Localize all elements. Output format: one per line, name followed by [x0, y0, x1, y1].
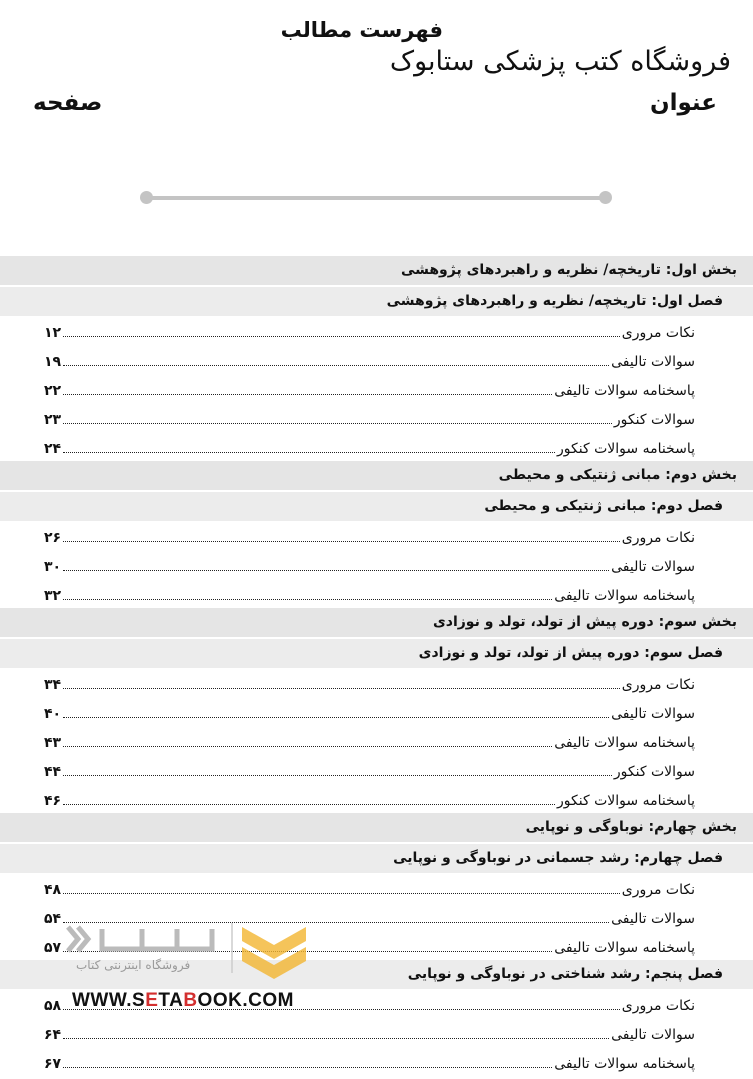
toc-entry-title: پاسخنامه سوالات تالیفی [554, 735, 695, 751]
toc-entry[interactable] [0, 784, 753, 813]
toc-chapter-heading: فصل اول: تاریخچه/ نظریه و راهبردهای پژوهشی [0, 287, 753, 316]
toc-entry-title: نکات مروری [621, 882, 695, 898]
dot-leader [63, 423, 612, 424]
toc-entry-page: ۴۴ [44, 764, 62, 780]
toc-entry-page: ۵۸ [44, 998, 62, 1014]
toc-entry[interactable] [0, 403, 753, 432]
dot-leader [63, 688, 620, 689]
toc-chapter-heading: فصل سوم: دوره پیش از تولد، تولد و نوزادی [0, 639, 753, 668]
toc-entry-page: ۱۹ [44, 354, 62, 370]
toc-entry-title: سوالات تالیفی [611, 911, 695, 927]
dot-leader [63, 775, 612, 776]
toc-entry-title: نکات مروری [621, 998, 695, 1014]
dot-leader [63, 570, 609, 571]
toc-entry[interactable] [0, 432, 753, 461]
toc-chapter-heading: فصل دوم: مبانی ژنتیکی و محیطی [0, 492, 753, 521]
toc-entry[interactable] [0, 579, 753, 608]
toc-entry-page: ۴۳ [44, 735, 62, 751]
watermark-url: WWW.SETABOOK.COM [72, 990, 294, 1011]
toc-entry[interactable] [0, 1018, 753, 1047]
toc-entry[interactable] [0, 345, 753, 374]
toc-entry-page: ۴۸ [44, 882, 62, 898]
brand-wordmark-icon [68, 927, 212, 951]
toc-entry-page: ۲۲ [44, 383, 62, 399]
toc-entry-title: سوالات تالیفی [611, 706, 695, 722]
toc-entry-title: پاسخنامه سوالات کنکور [557, 441, 695, 457]
toc-entry-page: ۲۶ [44, 530, 62, 546]
toc-entry[interactable] [0, 755, 753, 784]
toc-entry[interactable] [0, 374, 753, 403]
dot-leader [63, 746, 552, 747]
toc-entry-page: ۳۴ [44, 677, 62, 693]
toc-entry-title: سوالات تالیفی [611, 559, 695, 575]
toc-entry-page: ۲۴ [44, 441, 62, 457]
toc-part-heading: بخش اول: تاریخچه/ نظریه و راهبردهای پژوهشی [0, 256, 753, 285]
toc-part-heading: بخش چهارم: نوباوگی و نوپایی [0, 813, 753, 842]
toc-part-heading: بخش سوم: دوره پیش از تولد، تولد و نوزادی [0, 608, 753, 637]
toc-entry-title: نکات مروری [621, 677, 695, 693]
toc-entry-title: سوالات کنکور [613, 764, 695, 780]
toc-entry-page: ۵۴ [44, 911, 62, 927]
toc-entry-page: ۶۴ [44, 1027, 62, 1043]
toc-entry-page: ۴۰ [44, 706, 62, 722]
toc-entry-title: نکات مروری [621, 530, 695, 546]
toc-entry-title: سوالات تالیفی [611, 1027, 695, 1043]
toc-heading: فهرست مطالب [280, 18, 443, 42]
store-name: فروشگاه کتب پزشکی ستابوک [389, 46, 731, 77]
toc-entry-page: ۵۷ [44, 940, 62, 956]
toc-chapter-heading: فصل پنجم: رشد شناختی در نوباوگی و نوپایی [0, 960, 753, 989]
toc-entry-title: نکات مروری [621, 325, 695, 341]
toc-entry[interactable] [0, 726, 753, 755]
decorative-divider [146, 196, 606, 200]
dot-leader [63, 394, 552, 395]
toc-entry-page: ۱۲ [44, 325, 62, 341]
toc-entry[interactable] [0, 550, 753, 579]
toc-entry-title: پاسخنامه سوالات تالیفی [554, 383, 695, 399]
toc-entry-title: پاسخنامه سوالات تالیفی [554, 1056, 695, 1072]
dot-leader [63, 717, 609, 718]
toc-entry-title: سوالات تالیفی [611, 354, 695, 370]
dot-leader [63, 541, 620, 542]
column-page-label: صفحه [33, 90, 103, 116]
dot-leader [63, 599, 552, 600]
toc-entry-title: پاسخنامه سوالات کنکور [557, 793, 695, 809]
toc-entry[interactable] [0, 316, 753, 345]
watermark-tagline: فروشگاه اینترنتی کتاب [76, 958, 191, 972]
toc-entry-title: پاسخنامه سوالات تالیفی [554, 588, 695, 604]
dot-leader [63, 365, 609, 366]
toc-entry[interactable] [0, 668, 753, 697]
dot-leader [63, 336, 620, 337]
toc-entry[interactable] [0, 697, 753, 726]
toc-entry[interactable] [0, 521, 753, 550]
dot-leader [63, 1067, 552, 1068]
toc-entry-title: سوالات کنکور [613, 412, 695, 428]
toc-entry-page: ۲۳ [44, 412, 62, 428]
toc-entry-page: ۳۲ [44, 588, 62, 604]
dot-leader [63, 452, 555, 453]
toc-part-heading: بخش دوم: مبانی ژنتیکی و محیطی [0, 461, 753, 490]
toc-entry-page: ۴۶ [44, 793, 62, 809]
column-title-label: عنوان [649, 90, 717, 116]
toc-entry-page: ۶۷ [44, 1056, 62, 1072]
toc-entry-page: ۳۰ [44, 559, 62, 575]
dot-leader [63, 804, 555, 805]
dot-leader [63, 893, 620, 894]
dot-leader [63, 1038, 609, 1039]
toc-entry[interactable] [0, 873, 753, 902]
toc-entry[interactable] [0, 1047, 753, 1076]
logo-chevron-icon [242, 927, 306, 979]
toc-entry-title: پاسخنامه سوالات تالیفی [554, 940, 695, 956]
toc-chapter-heading: فصل چهارم: رشد جسمانی در نوباوگی و نوپایی [0, 844, 753, 873]
